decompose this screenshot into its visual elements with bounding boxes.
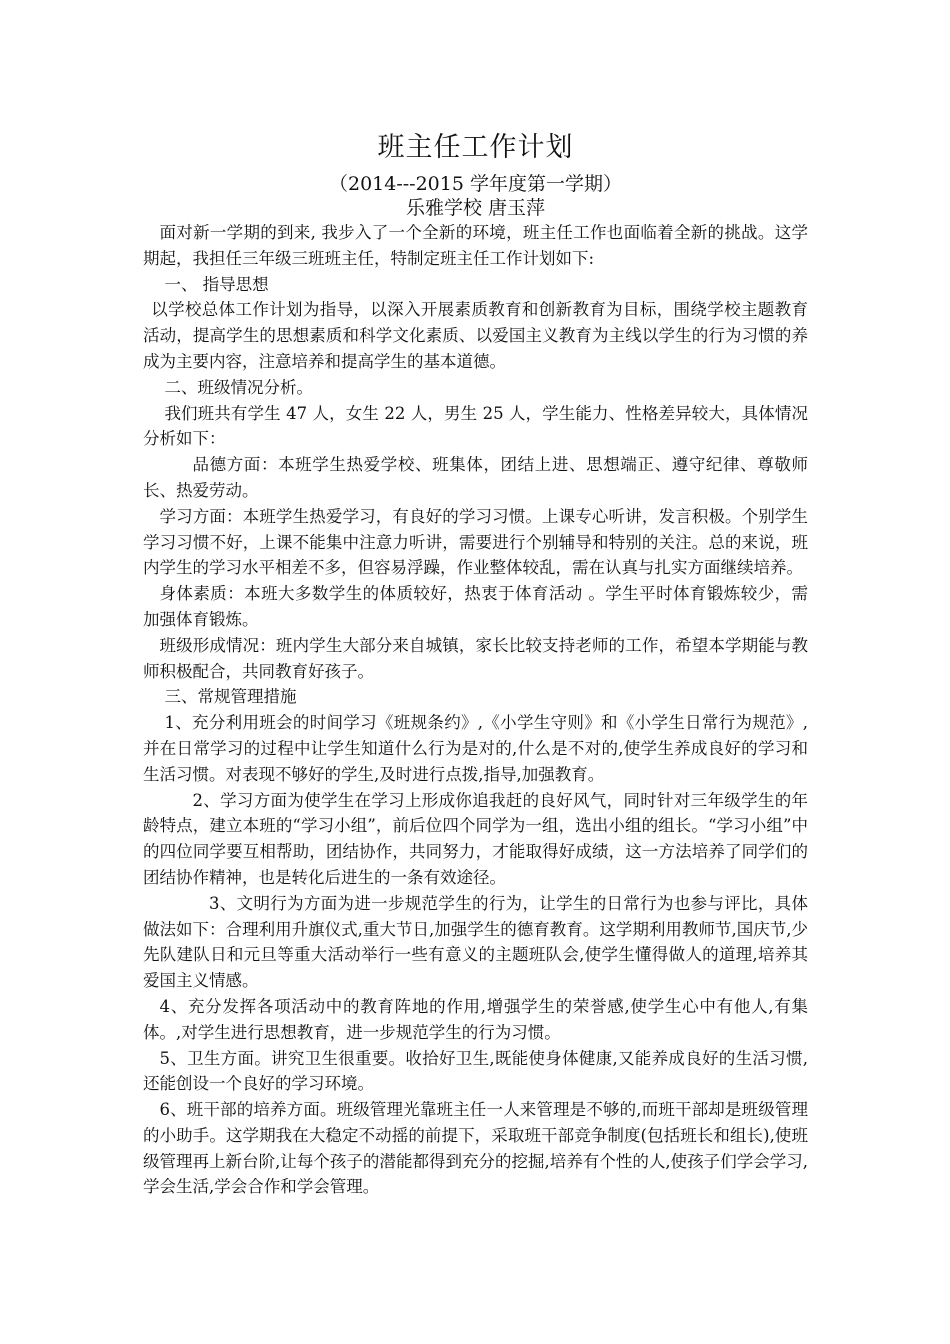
paragraph-guiding-thought: 以学校总体工作计划为指导，以深入开展素质教育和创新教育为目标，围绕学校主题教育活动，提高学生的思想素质和科学文化素质、以爱国主义教育为主线以学生的行为习惯的养成为主要内容，注意培养和提高学生的基本道德。 [143,300,808,371]
paragraph-measure-4: 4、充分发挥各项活动中的教育阵地的作用,增强学生的荣誉感,使学生心中有他人,有集体。,对学生进行思想教育，进一步规范学生的行为习惯。 [143,996,808,1042]
document-body [143,220,808,1200]
paragraph-measure-3: 3、文明行为方面为进一步规范学生的行为，让学生的日常行为也参与评比，具体做法如下：合理利用升旗仪式,重大节日,加强学生的德育教育。这学期利用教师节,国庆节,少先队建队日和元旦等重大活动举行一些有意义的主题班队会,使学生懂得做人的道理,培养其爱国主义情感。 [143,893,808,991]
paragraph-study: 学习方面：本班学生热爱学习，有良好的学习习惯。上课专心听讲，发言积极。个别学生学习习惯不好，上课不能集中注意力听讲，需要进行个别辅导和特别的关注。总的来说，班内学生的学习水平相差不多，但容易浮躁，作业整体较乱，需在认真与扎实方面继续培养。 [143,506,808,578]
paragraph-measure-6: 6、班干部的培养方面。班级管理光靠班主任一人来管理是不够的,而班干部却是班级管理的小助手。这学期我在大稳定不动摇的前提下，采取班干部竞争制度(包括班长和组长),使班级管理再上新台阶,让每个孩子的潜能都得到充分的挖掘,培养有个性的人,使孩子们学会学习,学会生活,学会合作和学会管理。 [143,1100,808,1197]
paragraph-measure-5: 5、卫生方面。讲究卫生很重要。收拾好卫生,既能使身体健康,又能养成良好的生活习惯,还能创设一个良好的学习环境。 [143,1048,808,1094]
paragraph-class-formation: 班级形成情况：班内学生大部分来自城镇，家长比较支持老师的工作，希望本学期能与教师积极配合，共同教育好孩子。 [143,635,808,681]
paragraph-moral: 品德方面：本班学生热爱学校、班集体，团结上进、思想端正、遵守纪律、尊敬师长、热爱劳动。 [143,455,808,500]
section-heading-1: 一、 指导思想 [164,274,269,294]
section-heading-3: 三、常规管理措施 [164,687,297,707]
document-subtitle: （2014---2015 学年度第一学期） [328,173,622,195]
paragraph-intro: 面对新一学期的到来, 我步入了一个全新的环境，班主任工作也面临着全新的挑战。这学期起，我担任三年级三班班主任，特制定班主任工作计划如下: [143,223,808,268]
paragraph-measure-2: 2、学习方面为使学生在学习上形成你追我赶的良好风气，同时针对三年级学生的年龄特点，建立本班的“学习小组”，前后位四个同学为一组，选出小组的组长。“学习小组”中的四位同学要互相帮助，团结协作，共同努力，才能取得好成绩，这一方法培养了同学们的团结协作精神，也是转化后进生的一条有效途径。 [143,790,808,887]
section-heading-2: 二、班级情况分析。 [164,377,313,397]
paragraph-measure-1: 1、充分利用班会的时间学习《班规条约》,《小学生守则》和《小学生日常行为规范》,并在日常学习的过程中让学生知道什么行为是对的,什么是不对的,使学生养成良好的学习和生活习惯。对表现不够好的学生,及时进行点拨,指导,加强教育。 [143,713,808,784]
document-author: 乐雅学校 唐玉萍 [405,197,546,219]
document-page [143,128,808,1200]
document-title: 班主任工作计划 [377,132,574,163]
paragraph-physical: 身体素质：本班大多数学生的体质较好，热衷于体育活动 。学生平时体育锻炼较少，需加强体育锻炼。 [143,584,808,629]
paragraph-class-overview: 我们班共有学生 47 人，女生 22 人，男生 25 人，学生能力、性格差异较大，具体情况分析如下： [143,403,808,449]
